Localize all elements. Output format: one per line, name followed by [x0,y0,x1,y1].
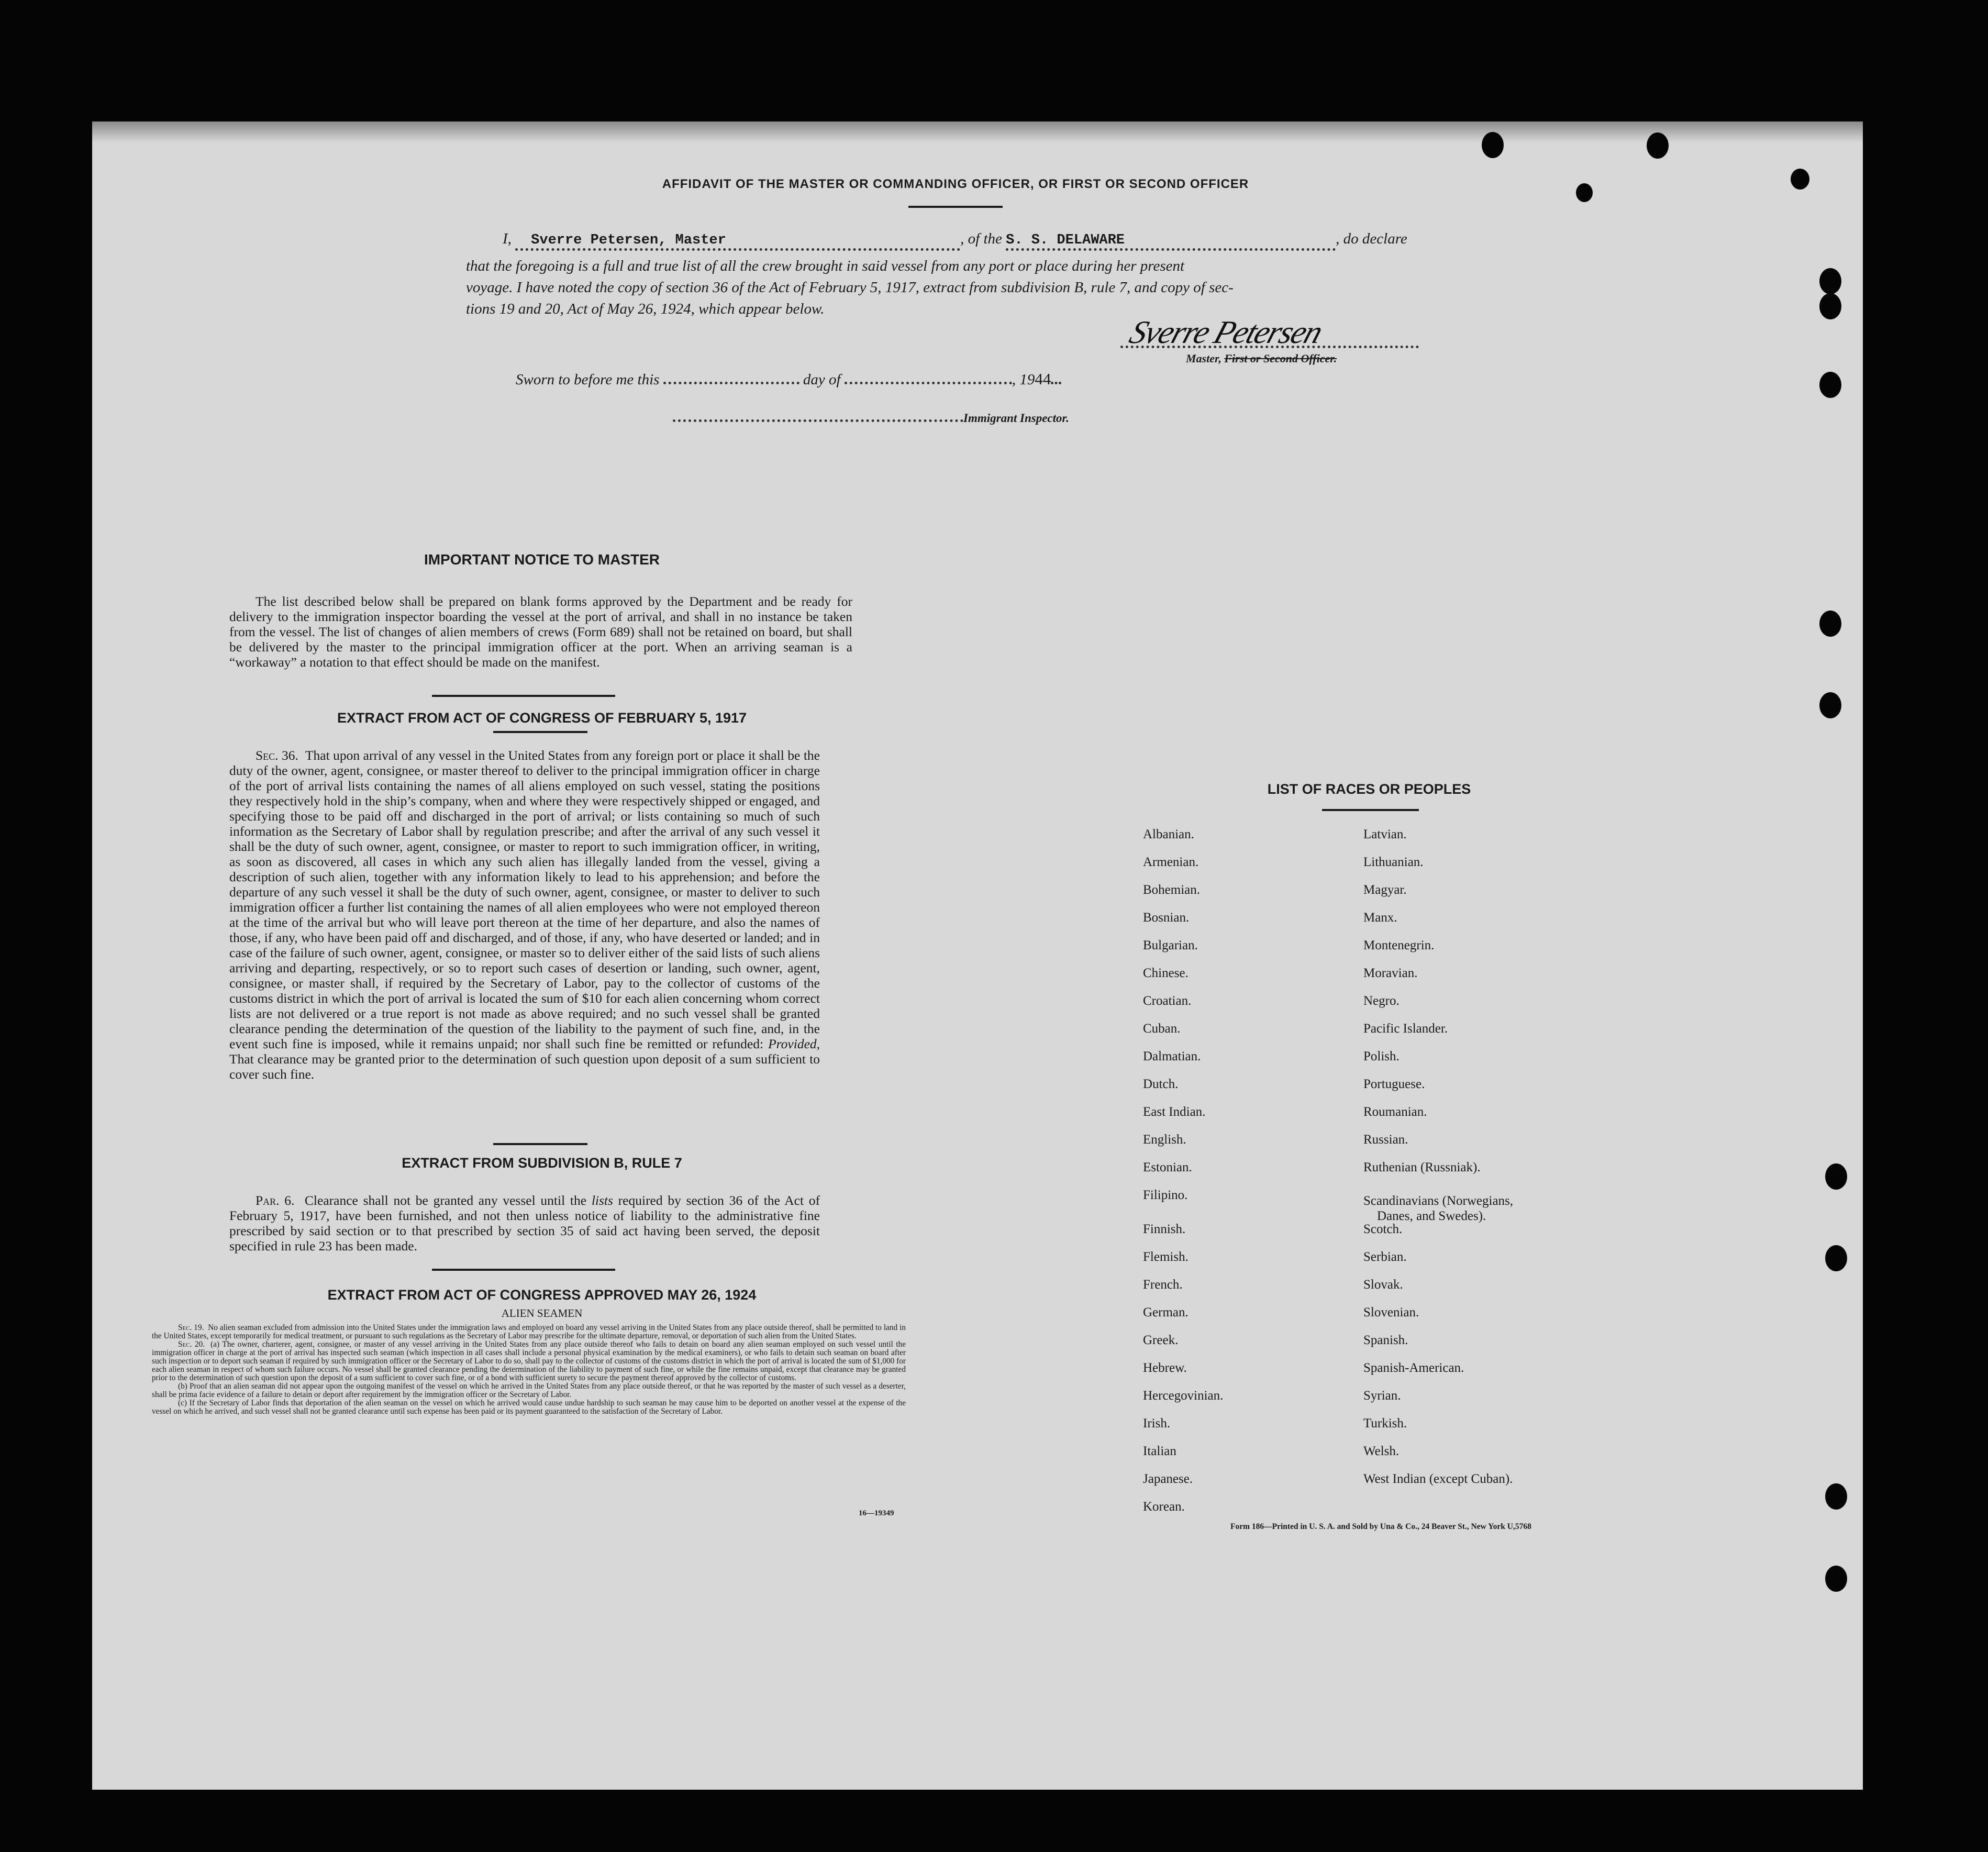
binder-hole [1819,293,1841,319]
race-item: Filipino. [1143,1188,1188,1202]
vessel-name: S. S. DELAWARE [1006,232,1125,248]
binder-hole [1819,611,1841,637]
race-item: Cuban. [1143,1022,1181,1036]
vessel-field [1006,230,1336,251]
provided-word: Provided, [768,1036,820,1051]
race-item: Japanese. [1143,1472,1193,1486]
race-item: East Indian. [1143,1105,1206,1119]
race-item: Lithuanian. [1363,855,1424,869]
paper-top-shadow [92,121,1863,142]
race-item: Spanish. [1363,1333,1408,1347]
binder-hole [1791,169,1809,190]
affidavit-of-the: , of the [960,230,1002,247]
race-item: Dalmatian. [1143,1049,1201,1063]
race-item: Dutch. [1143,1077,1179,1091]
inspector-signature-field [673,419,963,422]
race-item: Turkish. [1363,1416,1407,1430]
race-item: Flemish. [1143,1250,1189,1264]
race-item: Pacific Islander. [1363,1022,1448,1036]
inspector-label: Immigrant Inspector. [963,412,1069,425]
binder-hole [1576,183,1593,202]
affidavit-line-4: tions 19 and 20, Act of May 26, 1924, which appear below. [466,301,825,317]
race-item: Scandinavians (Norwegians, [1363,1194,1514,1208]
race-item: Welsh. [1363,1444,1400,1458]
signature-label-master: Master, [1186,352,1221,365]
binder-hole [1825,1483,1847,1510]
race-item: Hercegovinian. [1143,1389,1224,1403]
race-item: Albanian. [1143,827,1194,841]
sworn-line [516,370,1061,389]
rule7-text-a: Clearance shall not be granted any vessel until the [304,1193,587,1208]
rule7-text-b: required by section 36 of the Act of February 5, 1917, have been furnished, and not then unless notice of liability to the administrative fine prescribed by said section or to that prescribed by section 35 of said act having been served, the deposit specified in rule 23 has been made. [229,1193,820,1254]
race-item: Estonian. [1143,1160,1192,1174]
binder-hole [1647,132,1669,159]
race-item: Bohemian. [1143,883,1201,897]
day-of-text: day of [803,371,841,388]
year-handwritten: 44 [1035,370,1051,388]
signature-label [1186,352,1337,365]
sec20b-text: (b) Proof that an alien seaman did not appear upon the outgoing manifest of the vessel on which he arrived in the United States from any place outside thereof, or that he was reported by the master of such vessel as a deserter, shall be prima facie evidence of a failure to detain or deport after requirement by the immigration officer or the Secretary of Labor. [152,1382,906,1399]
sec20a-paragraph [152,1340,906,1382]
races-heading: LIST OF RACES OR PEOPLES [1267,781,1471,797]
extract-1917-body [229,748,820,1082]
affidavit-heading: AFFIDAVIT OF THE MASTER OR COMMANDING OFFICER, OR FIRST OR SECOND OFFICER [662,177,1249,191]
race-item: Slovenian. [1363,1305,1419,1319]
race-item: Polish. [1363,1049,1400,1063]
extract-1917-paragraph [229,748,820,1082]
race-item: Ruthenian (Russniak). [1363,1160,1481,1174]
extract-1917-rule [493,731,587,733]
binder-hole [1819,268,1841,294]
rule7-top-rule [493,1143,587,1145]
race-item: Korean. [1143,1500,1185,1514]
race-item: Italian [1143,1444,1176,1458]
extract-1917-heading: EXTRACT FROM ACT OF CONGRESS OF FEBRUARY 5, 1917 [337,710,747,726]
race-item: Scotch. [1363,1222,1403,1236]
sworn-text: Sworn to before me this [516,371,660,388]
rule7-body [229,1193,820,1254]
race-item: German. [1143,1305,1189,1319]
sec36-text-a: That upon arrival of any vessel in the United States from any foreign port or place it shall be the duty of the owner, agent, consignee, or master thereof to deliver to the principal immigration officer in charge of the port of arrival lists containing the names of all aliens employed on such vessel, stating the positions they respectively hold in the ship’s company, when and where they were respectively shipped or engaged, and specifying those to be paid off and discharged in the port of arrival; or lists containing so much of such information as the Secretary of Labor shall by regulation prescribe; and after the arrival of any such vessel it shall be the duty of such owner, agent, consignee, or master to report to such immigration officer, in writing, as soon as discovered, all cases in which any such alien has illegally landed from the vessel, giving a description of such alien, together with any information likely to lead to his apprehension; and before the departure of any such vessel it shall be the duty of such owner, agent, consignee, or master to deliver to such immigration officer a further list containing the names of all alien employees who were not employed thereon at the time of the arrival but who will leave port thereon at the time of her departure, and also the names of those, if any, who have been paid off and discharged, and of those, if any, who have deserted or landed; and in case of the failure of such owner, agent, consignee, or master so to deliver either of the said lists of such aliens arriving and departing, respectively, or so to report such cases of desertion or landing, such owner, agent, consignee, or master shall, if required by the Secretary of Labor, pay to the collector of customs of the customs district in which the port of arrival is located the sum of $10 for each alien concerning whom correct lists are not delivered or a true report is not made as above required; and no such vessel shall be granted clearance pending the determination of the question of the liability to the payment of such fine, and, in the event such fine is imposed, while it remains unpaid; nor shall such fine be remitted or refunded: [229,748,820,1051]
sec20b-paragraph [152,1382,906,1399]
race-item: French. [1143,1278,1183,1292]
form-footer: Form 186—Printed in U. S. A. and Sold by Una & Co., 24 Beaver St., New York U,5768 [1230,1522,1531,1531]
binder-hole [1825,1245,1847,1271]
affidavit-line-3: voyage. I have noted the copy of section 36 of the Act of February 5, 1917, extract from subdivision B, rule 7, and copy of sec- [466,279,1234,296]
race-item: Manx. [1363,911,1397,925]
notice-body [229,594,852,670]
binder-hole [1482,132,1504,158]
race-item: Danes, and Swedes). [1377,1209,1486,1223]
race-item: West Indian (except Cuban). [1363,1472,1513,1486]
race-item: Spanish-American. [1363,1361,1464,1375]
sec20c-paragraph [152,1399,906,1416]
race-item: Portuguese. [1363,1077,1425,1091]
race-item: Armenian. [1143,855,1199,869]
race-item: Syrian. [1363,1389,1401,1403]
race-item: Irish. [1143,1416,1171,1430]
rule7-paragraph [229,1193,820,1254]
affidavit-line-1 [503,230,1445,251]
sec36-label: Sec. 36. [256,748,298,763]
act-1924-body [152,1324,906,1416]
year-field-tail [1051,382,1061,384]
lists-word: lists [591,1193,613,1208]
affidavit-do-declare: , do declare [1336,230,1407,247]
race-item: Montenegrin. [1363,938,1435,952]
race-item: Chinese. [1143,966,1189,980]
rule7-bottom-rule [432,1269,615,1271]
race-item: Negro. [1363,994,1400,1008]
notice-rule [432,695,615,697]
races-heading-rule [1322,809,1419,811]
binder-hole [1819,692,1841,718]
race-item: Serbian. [1363,1250,1407,1264]
race-item: Magyar. [1363,883,1407,897]
sec19-paragraph [152,1324,906,1340]
sec19-text: No alien seaman excluded from admission into the United States under the immigration laws and employed on board any vessel arriving in the United States from any place outside thereof, shall be permitted to land in the United States, except temporarily for medical treatment, or pursuant to such regulations as the Secretary of Labor may prescribe for the ultimate departure, removal, or deportation of such alien from the United States. [152,1323,906,1340]
signature-label-struck: First or Second Officer. [1224,352,1337,365]
inspector-line [673,412,1069,425]
race-item: Bulgarian. [1143,938,1198,952]
sworn-month-field [845,382,1012,384]
sec19-label: Sec. 19. [178,1323,204,1332]
race-item: Roumanian. [1363,1105,1427,1119]
year-prefix: , 19 [1012,371,1035,388]
par6-label: Par. 6. [256,1193,295,1208]
rule7-heading: EXTRACT FROM SUBDIVISION B, RULE 7 [402,1155,682,1171]
race-item: Slovak. [1363,1278,1403,1292]
race-item: Bosnian. [1143,911,1190,925]
race-item: Greek. [1143,1333,1179,1347]
binder-hole [1825,1163,1847,1190]
notice-text: The list described below shall be prepared on blank forms approved by the Department and be ready for delivery to the immigration inspector boarding the vessel at the port of arrival, and shall in no instance be taken from the vessel. The list of changes of alien members of crews (Form 689) shall not be retained on board, but shall be delivered by the master to the principal immigration officer at the port. When an arriving seaman is a “workaway” a notation to that effect should be made on the manifest. [229,594,852,670]
affidavit-heading-rule [908,206,1003,208]
act-1924-heading: EXTRACT FROM ACT OF CONGRESS APPROVED MAY 26, 1924 [327,1287,757,1303]
binder-hole [1819,372,1841,398]
sec20a-text: (a) The owner, charterer, agent, consignee, or master of any vessel arriving in the United States from any place outside thereof who fails to detain on board any alien seaman employed on such vessel until the immigration officer in charge at the port of arrival has inspected such seaman (which inspection in all cases shall include a personal physical examination by the medical examiners), or who fails to detain such seaman on board after such inspection or to deport such seaman if required by such immigration officer or the Secretary of Labor to do so, shall pay to the collector of customs of the customs district in which the port of arrival is located the sum of $1,000 for each alien seaman in respect of whom such failure occurs. No vessel shall be granted clearance pending the determination of the liability to payment of such fine, or while the fine remains unpaid, except that clearance may be granted prior to the determination of such question upon the deposit of a sum sufficient to cover such fine, or of a bond with sufficient surety to secure the payment thereof approved by the collector of customs. [152,1340,906,1382]
race-item: Croatian. [1143,994,1192,1008]
sec20-label: Sec. 20. [178,1340,205,1349]
sec36-text-b: That clearance may be granted prior to the determination of such question upon deposit of a sum sufficient to cover such fine. [229,1051,820,1082]
form-code: 16—19349 [859,1509,894,1517]
sworn-day-field [663,382,799,384]
master-name-field [515,230,960,251]
master-name: Sverre Petersen, Master [531,232,726,248]
signature-line [1120,346,1419,348]
race-item: Hebrew. [1143,1361,1187,1375]
sec20c-text: (c) If the Secretary of Labor finds that deportation of the alien seaman on the vessel on which he arrived would cause undue hardship to such seaman he may cause him to be deported on another vessel at the expense of the vessel on which he arrived, and such vessel shall not be granted clearance until such expense has been paid or its payment guaranteed to the satisfaction of the Secretary of Labor. [152,1399,906,1416]
binder-hole [1825,1566,1847,1592]
race-item: English. [1143,1133,1186,1147]
master-signature: Sverre Petersen [1125,315,1327,350]
alien-seamen-subheading: ALIEN SEAMEN [501,1307,583,1319]
race-item: Russian. [1363,1133,1408,1147]
notice-heading: IMPORTANT NOTICE TO MASTER [424,551,660,568]
affidavit-i: I, [503,230,512,247]
affidavit-line-2: that the foregoing is a full and true list of all the crew brought in said vessel from any port or place during her present [466,258,1185,274]
race-item: Finnish. [1143,1222,1186,1236]
race-item: Moravian. [1363,966,1418,980]
race-item: Latvian. [1363,827,1407,841]
